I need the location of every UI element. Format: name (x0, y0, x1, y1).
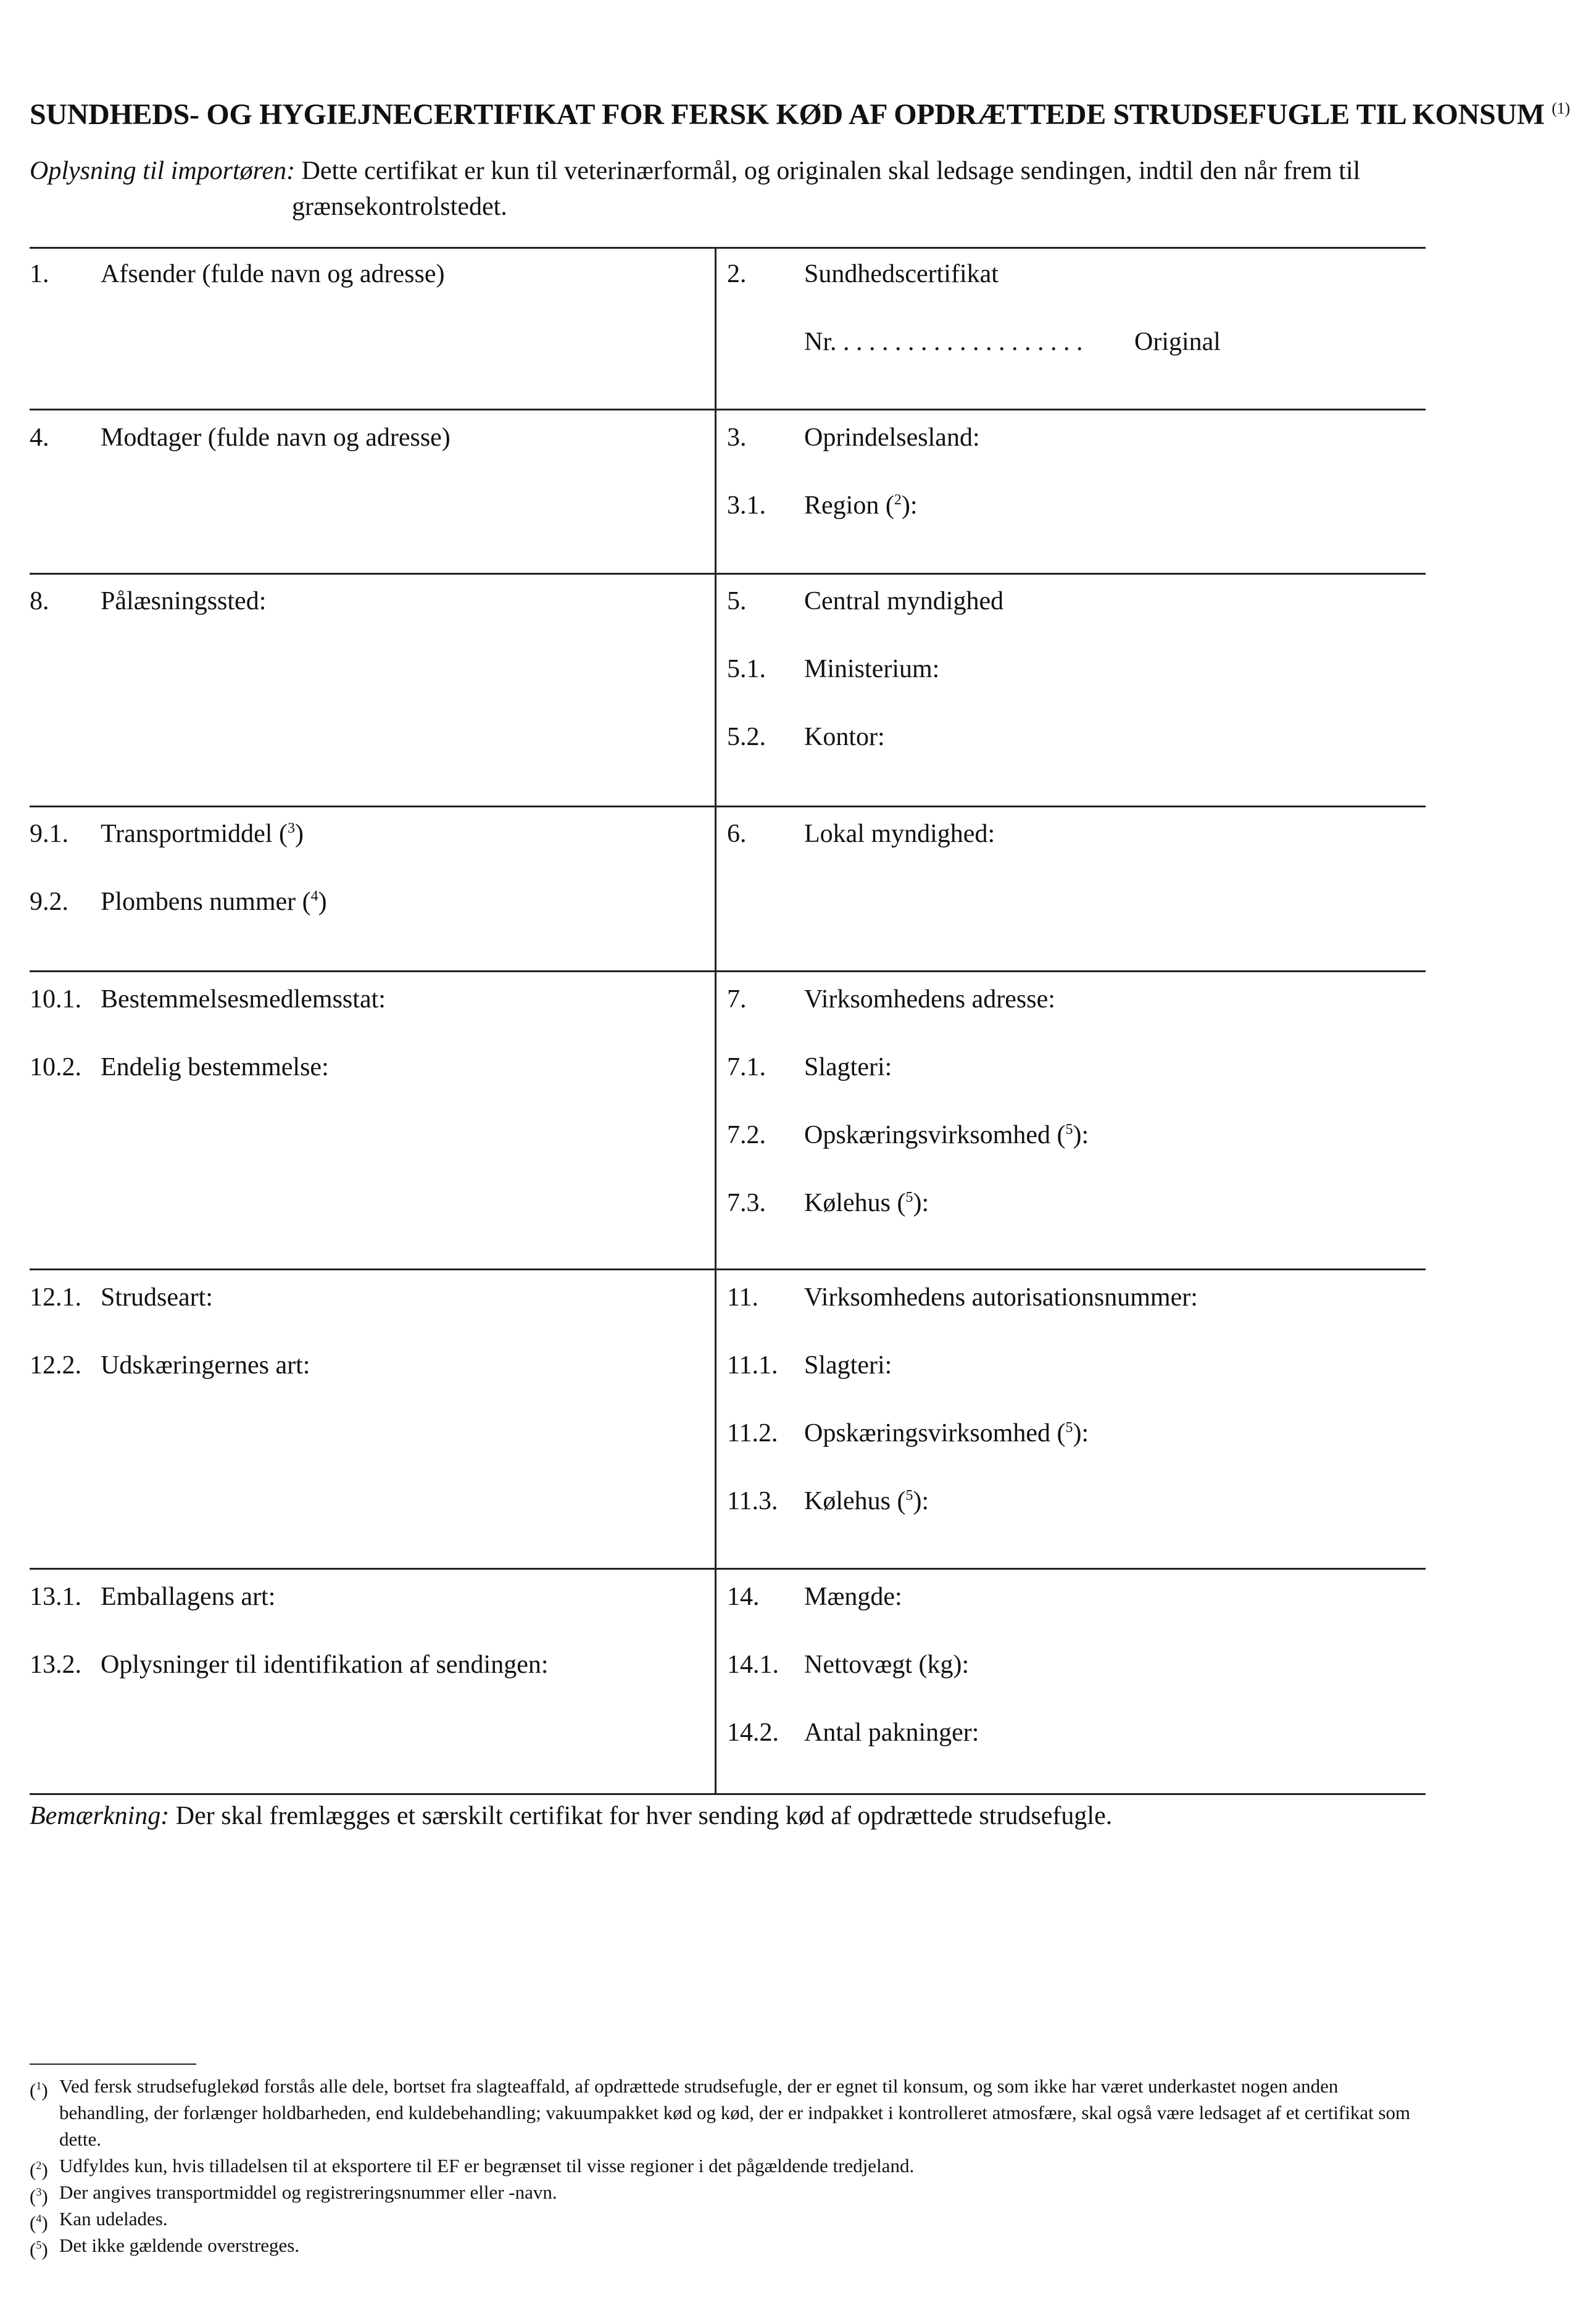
field-8-loading-place: 8. Pålæsningssted: (30, 587, 267, 615)
field-6-local-authority: 6. Lokal myndighed: (727, 820, 995, 848)
row-divider (30, 573, 1426, 575)
field-12-1-ratite-species: 12.1. Strudseart: (30, 1283, 213, 1312)
footnote-item: ($^5$) Det ikke gældende overstreges. (30, 2232, 1426, 2259)
field-14-1-net-weight: 14.1. Nettovægt (kg): (727, 1651, 970, 1679)
field-13-2-consignment-id: 13.2. Oplysninger til identifikation af sendingen: (30, 1651, 549, 1679)
field-13-1-packaging-type: 13.1. Emballagens art: (30, 1583, 276, 1611)
footnote-item: ($^3$) Der angives transportmiddel og registreringsnummer eller -navn. (30, 2179, 1426, 2205)
field-2-health-certificate: 2. Sundhedscertifikat (727, 260, 999, 288)
field-5-central-authority: 5. Central myndighed (727, 587, 1004, 615)
footnote-item: ($^1$) Ved fersk strudsefuglekød forstås alle dele, bortset fra slagteaffald, af opdrættede strudsefugle, der er egnet til konsum, og som ikke har været underkastet nogen anden behandling, der forlænger holdbarheden, end kuldebehandling; vakuumpakket kød og kød, der er indpakket i kontrolleret atmosfære, skal også være ledsaget af et certifikat som dette. (30, 2073, 1426, 2152)
footnote-mark: ($^1$) (30, 2079, 48, 2101)
field-11-3-cold-store: 11.3. Kølehus ($^5$): (727, 1487, 929, 1515)
field-11-1-slaughterhouse: 11.1. Slagteri: (727, 1351, 892, 1380)
row-divider (30, 1568, 1426, 1570)
field-4-consignee: 4. Modtager (fulde navn og adresse) (30, 423, 451, 452)
remark-lead: Bemærkning: (30, 1802, 170, 1830)
footnote-mark: ($^3$) (30, 2185, 48, 2207)
footnotes (30, 2073, 1426, 2259)
column-divider (715, 247, 716, 1795)
field-7-establishment-address: 7. Virksomhedens adresse: (727, 985, 1055, 1014)
field-1-sender: 1. Afsender (fulde navn og adresse) (30, 260, 445, 288)
footnote-mark: ($^5$) (30, 2238, 48, 2260)
footnote-mark: ($^4$) (30, 2212, 48, 2234)
importer-note-continued: grænsekontrolstedet. (292, 193, 507, 221)
row-divider (30, 970, 1426, 972)
remark (30, 1801, 1112, 1831)
row-divider (30, 806, 1426, 807)
field-14-quantity: 14. Mængde: (727, 1583, 902, 1611)
field-14-2-package-count: 14.2. Antal pakninger: (727, 1718, 979, 1747)
footnote-item: ($^4$) Kan udelades. (30, 2205, 1426, 2232)
field-7-2-cutting-plant: 7.2. Opskæringsvirksomhed ($^5$): (727, 1121, 1089, 1149)
row-divider (30, 1793, 1426, 1795)
importer-note-lead: Oplysning til importøren: (30, 157, 296, 185)
field-9-1-transport: 9.1. Transportmiddel ($^3$) (30, 820, 304, 848)
row-divider (30, 409, 1426, 410)
importer-note (30, 153, 1431, 225)
certificate-title (30, 98, 1570, 131)
field-11-approval-number: 11. Virksomhedens autorisationsnummer: (727, 1283, 1198, 1312)
field-5-2-office: 5.2. Kontor: (727, 723, 885, 751)
importer-note-text: Dette certifikat er kun til veterinærformål, og originalen skal ledsage sendingen, indtil den når frem til (295, 157, 1361, 185)
field-2-certificate-number: Nr. . . . . . . . . . . . . . . . . . . . (804, 328, 1083, 356)
field-9-2-seal-number: 9.2. Plombens nummer ($^4$) (30, 888, 327, 916)
field-2-original: Original (1134, 328, 1221, 356)
remark-text: Der skal fremlægges et særskilt certifikat for hver sending kød af opdrættede strudsefugle. (169, 1802, 1113, 1830)
title-footnote-ref: (1) (1551, 99, 1570, 117)
field-10-2-final-destination: 10.2. Endelig bestemmelse: (30, 1053, 329, 1081)
field-11-2-cutting-plant: 11.2. Opskæringsvirksomhed ($^5$): (727, 1419, 1089, 1447)
field-7-3-cold-store: 7.3. Kølehus ($^5$): (727, 1189, 929, 1217)
row-divider (30, 247, 1426, 249)
footnote-mark: ($^2$) (30, 2159, 48, 2181)
footnote-rule (30, 2064, 196, 2065)
field-7-1-slaughterhouse: 7.1. Slagteri: (727, 1053, 892, 1081)
field-3-country-of-origin: 3. Oprindelsesland: (727, 423, 980, 452)
field-3-1-region: 3.1. Region ($^2$): (727, 491, 918, 520)
title-text: SUNDHEDS- OG HYGIEJNECERTIFIKAT FOR FERSK KØD AF OPDRÆTTEDE STRUDSEFUGLE TIL KONSUM (30, 98, 1545, 131)
field-12-2-cut-type: 12.2. Udskæringernes art: (30, 1351, 310, 1380)
field-10-1-destination-state: 10.1. Bestemmelsesmedlemsstat: (30, 985, 386, 1014)
row-divider (30, 1268, 1426, 1270)
footnote-item: ($^2$) Udfyldes kun, hvis tilladelsen til at eksportere til EF er begrænset til visse regioner i det pågældende tredjeland. (30, 2152, 1426, 2179)
field-5-1-ministry: 5.1. Ministerium: (727, 655, 940, 683)
